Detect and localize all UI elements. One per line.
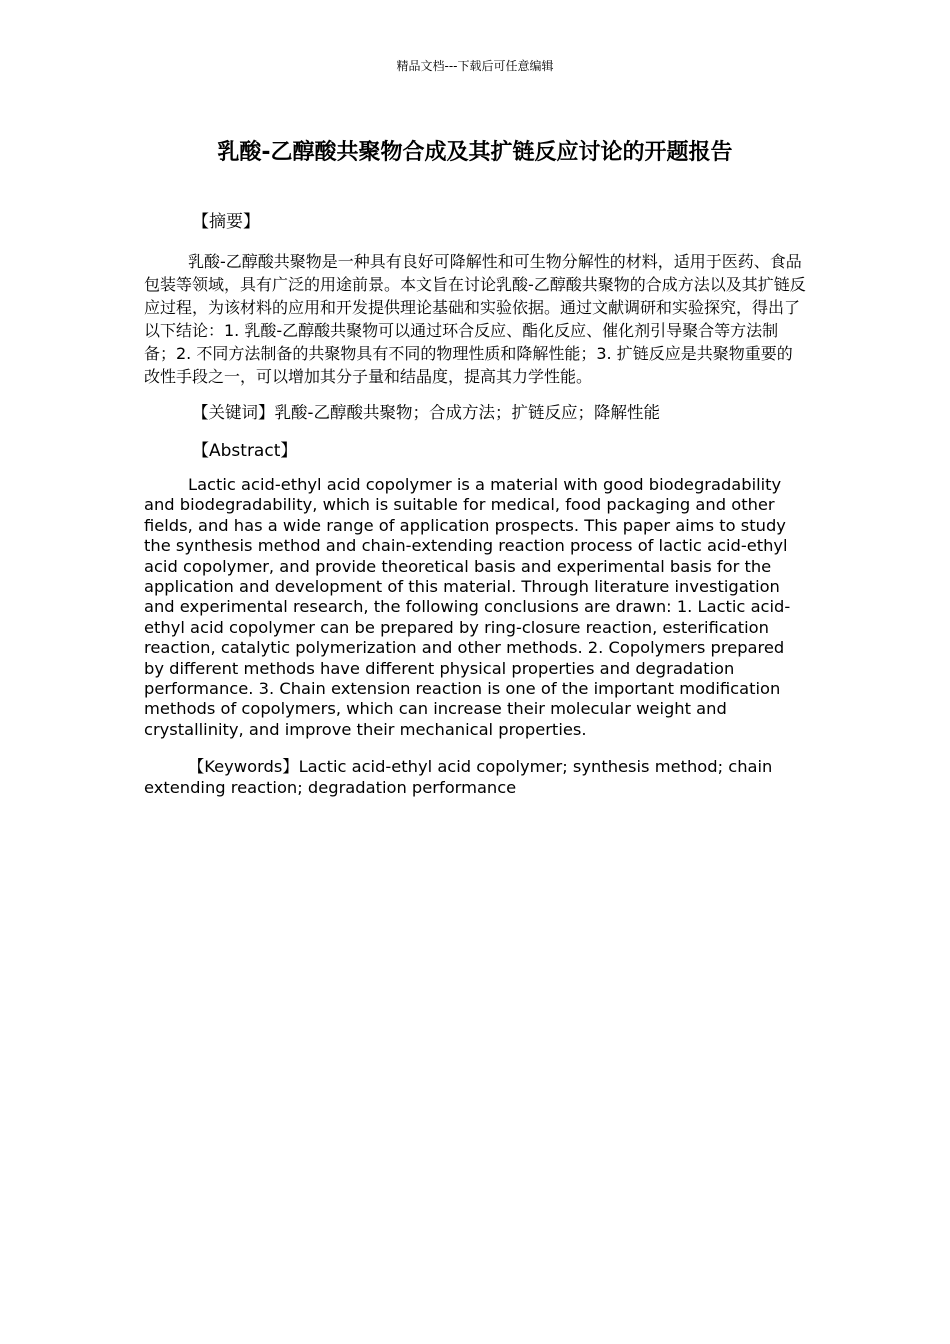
english-keywords-line: 【Keywords】Lactic acid-ethyl acid copolymer; synthesis method; chain extending reaction; degradation performance: [144, 757, 773, 798]
english-abstract-paragraph: Lactic acid-ethyl acid copolymer is a material with good biodegradability and biodegradability, which is suitable for medical, food packaging and other fields, and has a wide range of application prospects. This paper aims to study the synthesis method and chain-extending reaction process of lactic acid-ethyl acid copolymer, and provide theoretical basis and experimental basis for the application and development of this material. Through literature investigation and experimental research, the following conclusions are drawn: 1. Lactic acid-ethyl acid copolymer can be prepared by ring-closure reaction, esterification reaction, catalytic polymerization and other methods. 2. Copolymers prepared by different methods have different physical properties and degradation performance. 3. Chain extension reaction is one of the important modification methods of copolymers, which can increase their molecular weight and crystallinity, and improve their mechanical properties.: [144, 475, 791, 739]
document-title: 乳酸-乙醇酸共聚物合成及其扩链反应讨论的开题报告: [217, 140, 733, 165]
keywords-line: 【关键词】乳酸-乙醇酸共聚物；合成方法；扩链反应；降解性能: [192, 403, 660, 422]
abstract-paragraph: 乳酸-乙醇酸共聚物是一种具有良好可降解性和可生物分解性的材料，适用于医药、食品包装等领域，具有广泛的用途前景。本文旨在讨论乳酸-乙醇酸共聚物的合成方法以及其扩链反应过程，为该材料的应用和开发提供理论基础和实验依据。通过文献调研和实验探究，得出了以下结论：1. 乳酸-乙醇酸共聚物可以通过环合反应、酯化反应、催化剂引导聚合等方法制备；2. 不同方法制备的共聚物具有不同的物理性质和降解性能；3. 扩链反应是共聚物重要的改性手段之一，可以增加其分子量和结晶度，提高其力学性能。: [144, 252, 806, 386]
document-body: [144, 210, 806, 798]
page-header-note: 精品文档---下载后可任意编辑: [396, 59, 554, 73]
abstract-heading: 【摘要】: [192, 212, 260, 232]
english-abstract-heading: 【Abstract】: [192, 441, 298, 461]
